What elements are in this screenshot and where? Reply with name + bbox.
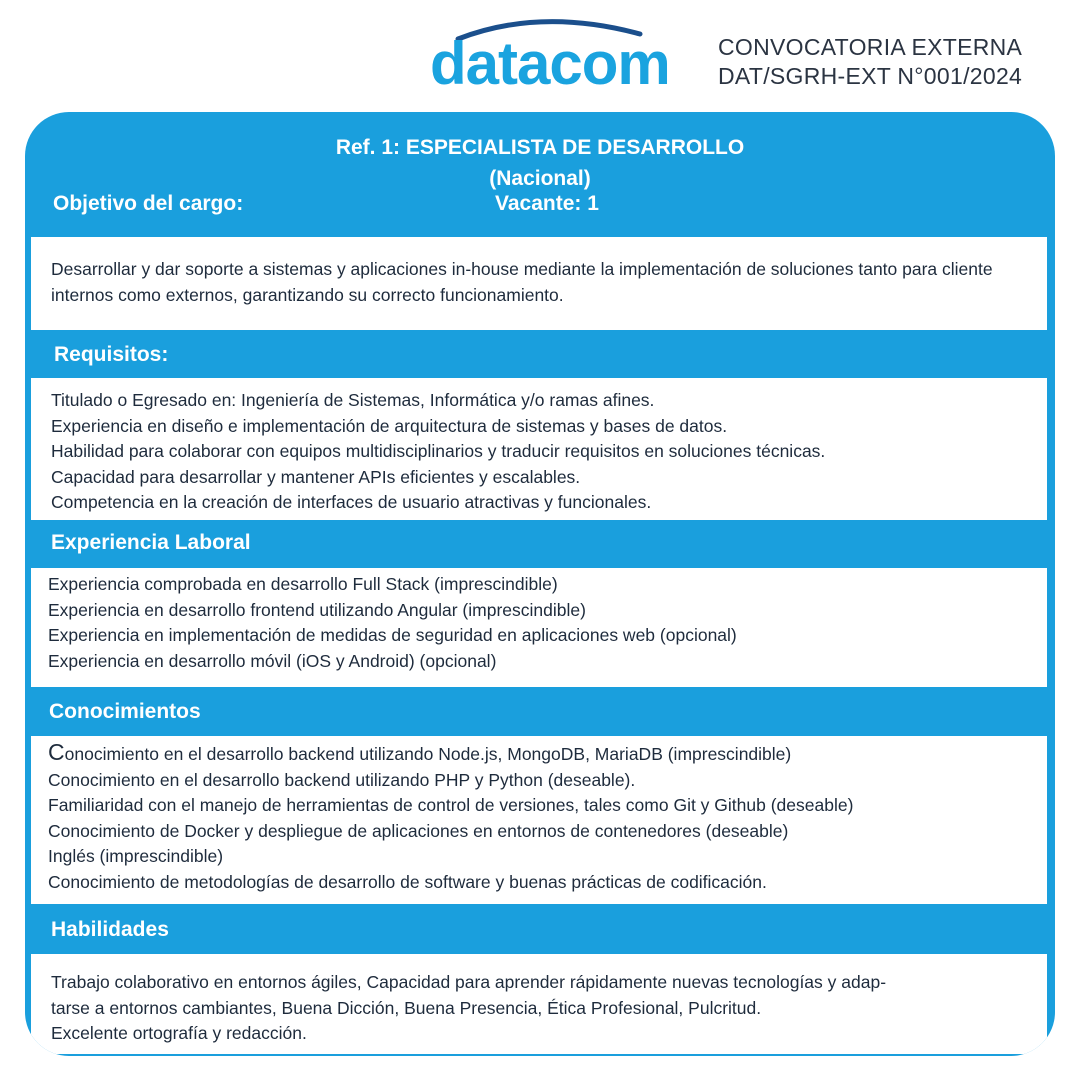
list-item: Conocimiento de metodologías de desarrollo de software y buenas prácticas de codificación.	[48, 871, 767, 892]
convocatoria-code: DAT/SGRH-EXT N°001/2024	[718, 63, 1023, 89]
first-letter: C	[48, 739, 65, 765]
list-item: Experiencia en desarrollo móvil (iOS y Android) (opcional)	[48, 650, 497, 671]
job-ref-subtitle: (Nacional)	[489, 167, 591, 190]
list-item: Competencia en la creación de interfaces de usuario atractivas y funcionales.	[51, 492, 652, 512]
list-item: Experiencia en diseño e implementación de arquitectura de sistemas y bases de datos.	[51, 415, 728, 436]
skills-title: Habilidades	[51, 918, 169, 941]
first-item-rest: onocimiento en el desarrollo backend utilizando Node.js, MongoDB, MariaDB (imprescindible)	[64, 744, 792, 764]
experience-box	[31, 568, 1047, 687]
list-item: Experiencia comprobada en desarrollo Full Stack (imprescindible)	[48, 574, 558, 594]
skills-line: Excelente ortografía y redacción.	[51, 1023, 307, 1043]
list-item: Conocimiento de Docker y despliegue de aplicaciones en entornos de contenedores (deseable)	[48, 820, 789, 841]
job-title-block	[25, 132, 1055, 194]
job-card	[25, 112, 1055, 1056]
list-item: Familiaridad con el manejo de herramientas de control de versiones, tales como Git y Github (deseable)	[48, 795, 854, 815]
knowledge-box	[31, 736, 1047, 904]
knowledge-title: Conocimientos	[49, 700, 201, 723]
job-ref-title: Ref. 1: ESPECIALISTA DE DESARROLLO	[335, 136, 745, 159]
list-item: Capacidad para desarrollar y mantener APIs eficientes y escalables.	[51, 466, 581, 487]
vacancy-count: Vacante: 1	[495, 192, 599, 215]
list-item	[48, 740, 1039, 768]
list-item: Inglés (imprescindible)	[48, 846, 224, 866]
logo-text: datacom	[430, 30, 670, 97]
skills-line: tarse a entornos cambiantes, Buena Dicción, Buena Presencia, Ética Profesional, Pulcritud.	[51, 997, 762, 1018]
convocatoria-title: CONVOCATORIA EXTERNA	[718, 34, 1023, 60]
list-item: Experiencia en implementación de medidas de seguridad en aplicaciones web (opcional)	[48, 625, 737, 645]
experience-title: Experiencia Laboral	[51, 531, 251, 554]
list-item: Experiencia en desarrollo frontend utilizando Angular (imprescindible)	[48, 599, 586, 620]
requirements-title: Requisitos:	[54, 343, 169, 366]
datacom-logo	[430, 12, 675, 97]
objective-label: Objetivo del cargo:	[53, 192, 244, 215]
skills-line: Trabajo colaborativo en entornos ágiles, Capacidad para aprender rápidamente nuevas tecnologías y adap-	[51, 972, 887, 992]
list-item: Conocimiento en el desarrollo backend utilizando PHP y Python (deseable).	[48, 769, 636, 790]
objective-text: Desarrollar y dar soporte a sistemas y aplicaciones in-house mediante la implementación de soluciones tanto para cliente internos como externos, garantizando su correcto funcionamiento.	[51, 259, 993, 305]
requirements-box	[31, 378, 1047, 520]
list-item: Habilidad para colaborar con equipos multidisciplinarios y traducir requisitos en soluciones técnicas.	[51, 441, 826, 461]
convocatoria-header	[718, 33, 1022, 91]
objective-box	[31, 237, 1047, 330]
list-item: Titulado o Egresado en: Ingeniería de Sistemas, Informática y/o ramas afines.	[51, 390, 655, 410]
skills-box	[31, 954, 1047, 1054]
